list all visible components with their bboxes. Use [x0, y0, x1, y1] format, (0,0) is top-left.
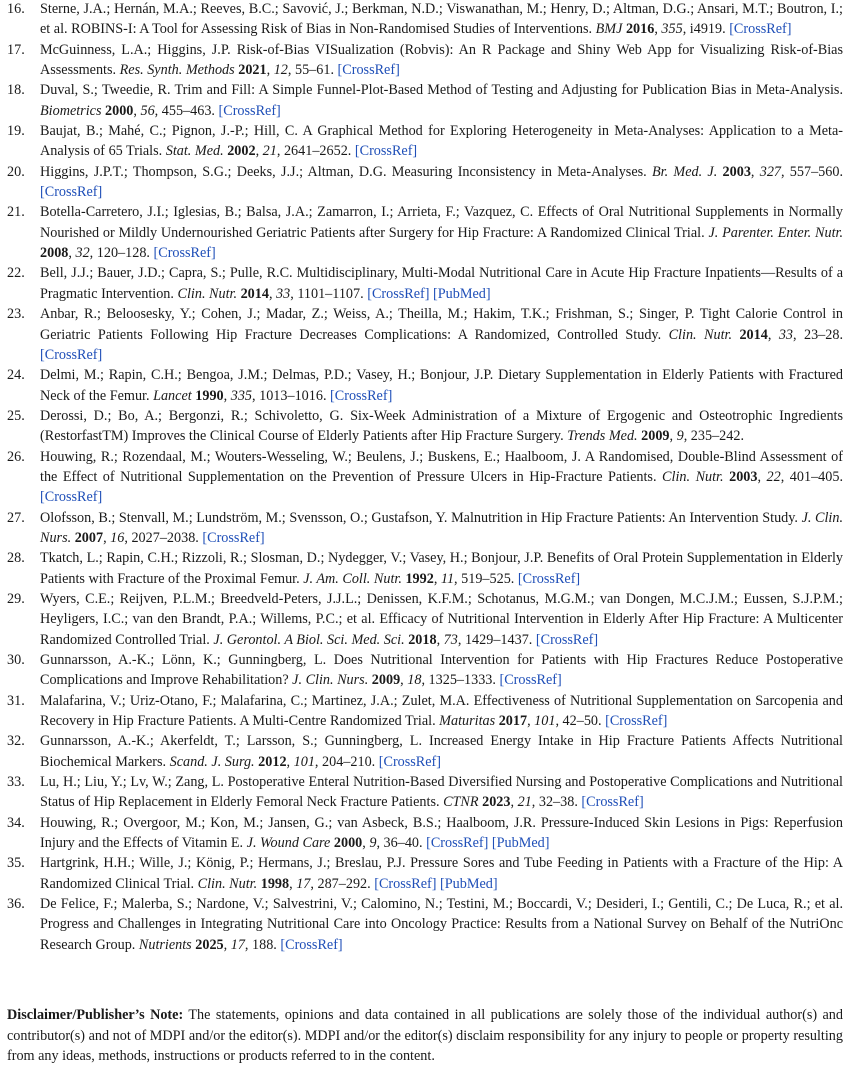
reference-pages: , 32–38.: [531, 794, 582, 811]
reference-volume: 335: [230, 387, 252, 404]
reference-authors-title: Botella-Carretero, J.I.; Iglesias, B.; Balsa, J.A.; Zamarron, I.; Arrieta, F.; Vazquez, C. Effects of Oral Nutritional Supplements in Normally Nourished or Mildly Undernourished Geriatric Patients after Surgery for Hip Fracture: A Randomized Clinical Trial.: [40, 204, 843, 241]
reference-item: [7, 304, 843, 365]
reference-authors-title: Olofsson, B.; Stenvall, M.; Lundström, M.; Svensson, O.; Gustafson, Y. Malnutrition in Hip Fracture Patients: An Intervention Study.: [40, 509, 802, 526]
reference-journal: J. Wound Care: [246, 835, 331, 852]
disclaimer-note: [7, 1005, 843, 1067]
crossref-link[interactable]: [CrossRef]: [374, 875, 437, 892]
pubmed-link[interactable]: [PubMed]: [440, 875, 498, 892]
reference-year: 2017: [498, 713, 528, 730]
reference-authors-title: Gunnarsson, A.-K.; Lönn, K.; Gunningberg, L. Does Nutritional Intervention for Patients with Hip Fractures Reduce Postoperative Complications and Improve Rehabilitation?: [40, 652, 843, 689]
reference-text: Higgins, J.P.T.; Thompson, S.G.; Deeks, J.J.; Altman, D.G. Measuring Inconsistency in Meta-Analyses. Br. Med. J. 2003, 327, 557–560. [CrossRef]: [40, 163, 844, 201]
reference-year: 2021: [238, 62, 267, 79]
reference-text: Houwing, R.; Overgoor, M.; Kon, M.; Jansen, G.; van Asbeck, B.S.; Haalboom, J.R. Pressure-Induced Skin Lesions in Pigs: Reperfusion Injury and the Effects of Vitamin E. J. Wound Care 2000, 9, 36–40. [CrossRef] [PubMed]: [40, 814, 843, 852]
reference-number: 25.: [7, 407, 25, 424]
reference-text: Duval, S.; Tweedie, R. Trim and Fill: A Simple Funnel-Plot-Based Method of Testing and Adjusting for Publication Bias in Meta-Analysis. Biometrics 2000, 56, 455–463. [CrossRef]: [40, 82, 843, 119]
reference-volume: 101: [293, 753, 315, 770]
reference-volume: 32: [75, 245, 90, 262]
reference-number: 21.: [7, 204, 25, 221]
crossref-link[interactable]: [CrossRef]: [218, 102, 281, 119]
reference-number: 20.: [7, 163, 25, 180]
reference-year: 2012: [258, 753, 287, 770]
reference-year: 1992: [405, 570, 434, 587]
disclaimer-text: The statements, opinions and data contained in all publications are solely those of the individual author(s) and contributor(s) and not of MDPI and/or the editor(s). MDPI and/or the editor(s) disclaim responsibility for any injury to people or property resulting from any ideas, methods, instructions or products referred to in the content.: [7, 1007, 843, 1064]
reference-pages: , 287–292.: [310, 875, 375, 892]
reference-text: Botella-Carretero, J.I.; Iglesias, B.; Balsa, J.A.; Zamarron, I.; Arrieta, F.; Vazquez, C. Effects of Oral Nutritional Supplements in Normally Nourished or Mildly Undernourished Geriatric Patients after Surgery for Hip Fracture: A Randomized Clinical Trial. J. Parenter. Enter. Nutr. 2008, 32, 120–128. [CrossRef]: [40, 204, 844, 262]
reference-text: Olofsson, B.; Stenvall, M.; Lundström, M.; Svensson, O.; Gustafson, Y. Malnutrition in Hip Fracture Patients: An Intervention Study. J. Clin. Nurs. 2007, 16, 2027–2038. [CrossRef]: [40, 509, 843, 546]
reference-authors-title: Houwing, R.; Overgoor, M.; Kon, M.; Jansen, G.; van Asbeck, B.S.; Haalboom, J.R. Pressure-Induced Skin Lesions in Pigs: Reperfusion Injury and the Effects of Vitamin E.: [40, 814, 843, 852]
reference-authors-title: Malafarina, V.; Uriz-Otano, F.; Malafarina, C.; Martinez, J.A.; Zulet, M.A. Effectiveness of Nutritional Supplementation on Sarcopenia and Recovery in Hip Fracture Patients. A Multi-Centre Randomized Trial.: [40, 692, 843, 730]
crossref-link[interactable]: [CrossRef]: [581, 794, 644, 811]
reference-journal: J. Parenter. Enter. Nutr.: [708, 224, 844, 241]
reference-year: 2000: [105, 102, 134, 119]
reference-journal: Clin. Nutr.: [197, 875, 258, 892]
reference-item: [7, 508, 843, 549]
reference-volume: 327: [759, 163, 781, 180]
reference-authors-title: Higgins, J.P.T.; Thompson, S.G.; Deeks, J.J.; Altman, D.G. Measuring Inconsistency in Meta-Analyses.: [40, 163, 652, 180]
reference-authors-title: Anbar, R.; Beloosesky, Y.; Cohen, J.; Madar, Z.; Weiss, A.; Theilla, M.; Hakim, T.K.; Frishman, S.; Singer, P. Tight Calorie Control in Geriatric Patients Following Hip Fracture Decreases Complications: A Randomized, Controlled Study.: [40, 306, 843, 343]
reference-number: 34.: [7, 814, 25, 831]
crossref-link[interactable]: [CrossRef]: [40, 346, 103, 363]
crossref-link[interactable]: [CrossRef]: [40, 184, 103, 201]
reference-pages: , 557–560.: [781, 163, 844, 180]
reference-text: De Felice, F.; Malerba, S.; Nardone, V.; Salvestrini, V.; Calomino, N.; Testini, M.; Boccardi, V.; Desideri, I.; Gentili, C.; De Luca, R.; et al. Progress and Challenges in Integrating Nutritional Care into Oncology Practice: Results from a National Survey on Behalf of the NutriOnc Research Group. Nutrients 2025, 17, 188. [CrossRef]: [40, 896, 843, 953]
reference-volume: 73: [443, 631, 458, 648]
reference-text: Gunnarsson, A.-K.; Akerfeldt, T.; Larsson, S.; Gunningberg, L. Increased Energy Intake in Hip Fracture Patients Affects Nutritional Biochemical Markers. Scand. J. Surg. 2012, 101, 204–210. [CrossRef]: [40, 733, 843, 770]
reference-item: [7, 406, 843, 447]
reference-number: 35.: [7, 855, 25, 872]
reference-number: 28.: [7, 550, 25, 567]
reference-journal: J. Am. Coll. Nutr.: [303, 570, 402, 587]
reference-number: 22.: [7, 265, 25, 282]
reference-year: 2009: [371, 672, 401, 689]
reference-volume: 101: [534, 713, 556, 730]
reference-number: 17.: [7, 41, 25, 58]
reference-authors-title: Derossi, D.; Bo, A.; Bergonzi, R.; Schivoletto, G. Six-Week Administration of a Mixture of Ergogenic and Osteotrophic Ingredients (RestorfastTM) Improves the Clinical Course of Elderly Patients after Hip Fracture Surgery.: [40, 407, 843, 445]
crossref-link[interactable]: [CrossRef]: [202, 529, 265, 546]
crossref-link[interactable]: [CrossRef]: [499, 672, 562, 689]
reference-pages: , 36–40.: [376, 835, 427, 852]
reference-year: 2009: [641, 428, 670, 445]
reference-item: [7, 589, 843, 650]
reference-volume: 9: [369, 835, 377, 852]
reference-text: Sterne, J.A.; Hernán, M.A.; Reeves, B.C.; Savović, J.; Berkman, N.D.; Viswanathan, M.; Henry, D.; Altman, D.G.; Ansari, M.T.; Boutron, I.; et al. ROBINS-I: A Tool for Assessing Risk of Bias in Non-Randomised Studies of Interventions. BMJ 2016, 355, i4919. [CrossRef]: [40, 1, 843, 38]
reference-item: [7, 365, 843, 406]
reference-journal: Res. Synth. Methods: [119, 62, 235, 79]
reference-pages: , 120–128.: [89, 245, 154, 262]
reference-text: McGuinness, L.A.; Higgins, J.P. Risk-of-Bias VISualization (Robvis): An R Package and Shiny Web App for Visualizing Risk-of-Bias Assessments. Res. Synth. Methods 2021, 12, 55–61. [CrossRef]: [40, 41, 843, 79]
reference-text: Hartgrink, H.H.; Wille, J.; König, P.; Hermans, J.; Breslau, P.J. Pressure Sores and Tube Feeding in Patients with a Fracture of the Hip: A Randomized Clinical Trial. Clin. Nutr. 1998, 17, 287–292. [CrossRef] [PubMed]: [40, 855, 843, 892]
reference-text: Delmi, M.; Rapin, C.H.; Bengoa, J.M.; Delmas, P.D.; Vasey, H.; Bonjour, J.P. Dietary Supplementation in Elderly Patients with Fractured Neck of the Femur. Lancet 1990, 335, 1013–1016. [CrossRef]: [40, 367, 843, 404]
reference-journal: J. Clin. Nurs.: [40, 509, 843, 546]
reference-authors-title: Baujat, B.; Mahé, C.; Pignon, J.-P.; Hill, C. A Graphical Method for Exploring Heterogeneity in Meta-Analyses: Application to a Meta-Analysis of 65 Trials.: [40, 123, 843, 160]
reference-item: [7, 202, 843, 263]
reference-journal: Clin. Nutr.: [662, 468, 724, 485]
reference-journal: Trends Med.: [567, 428, 638, 445]
reference-volume: 9: [676, 428, 684, 445]
crossref-link[interactable]: [CrossRef]: [40, 489, 103, 506]
reference-journal: Clin. Nutr.: [668, 326, 733, 343]
reference-year: 2002: [227, 143, 256, 160]
reference-item: [7, 650, 843, 691]
reference-text: Tkatch, L.; Rapin, C.H.; Rizzoli, R.; Slosman, D.; Nydegger, V.; Vasey, H.; Bonjour, J.P. Benefits of Oral Protein Supplementation in Elderly Patients with Fracture of the Proximal Femur. J. Am. Coll. Nutr. 1992, 11, 519–525. [CrossRef]: [40, 550, 843, 587]
crossref-link[interactable]: [CrossRef]: [517, 570, 581, 587]
reference-authors-title: De Felice, F.; Malerba, S.; Nardone, V.; Salvestrini, V.; Calomino, N.; Testini, M.; Boccardi, V.; Desideri, I.; Gentili, C.; De Luca, R.; et al. Progress and Challenges in Integrating Nutritional Care into Oncology Practice: Results from a National Survey on Behalf of the NutriOnc Research Group.: [40, 896, 843, 953]
reference-number: 26.: [7, 448, 25, 465]
reference-number: 31.: [7, 692, 25, 709]
crossref-link[interactable]: [CrossRef]: [426, 835, 489, 852]
reference-year: 2008: [40, 245, 69, 262]
reference-list: [7, 0, 843, 955]
reference-authors-title: Bell, J.J.; Bauer, J.D.; Capra, S.; Pulle, R.C. Multidisciplinary, Multi-Modal Nutritional Care in Acute Hip Fracture Inpatients—Results of a Pragmatic Intervention.: [40, 265, 843, 302]
reference-text: Malafarina, V.; Uriz-Otano, F.; Malafarina, C.; Martinez, J.A.; Zulet, M.A. Effectiveness of Nutritional Supplementation on Sarcopenia and Recovery in Hip Fracture Patients. A Multi-Centre Randomized Trial. Maturitas 2017, 101, 42–50. [CrossRef]: [40, 692, 843, 730]
reference-authors-title: Wyers, C.E.; Reijven, P.L.M.; Breedveld-Peters, J.J.L.; Denissen, K.F.M.; Schotanus, M.G.M.; van Dongen, M.C.J.M.; Eussen, S.J.P.M.; Heyligers, I.C.; van den Brandt, P.A.; Willems, P.C.; et al. Efficacy of Nutritional Intervention in Elderly After Hip Fracture: A Multicenter Randomized Controlled Trial.: [40, 590, 843, 648]
crossref-link[interactable]: [CrossRef]: [330, 387, 393, 404]
reference-year: 2007: [74, 529, 104, 546]
reference-journal: J. Gerontol. A Biol. Sci. Med. Sci.: [213, 631, 405, 648]
reference-journal: Biometrics: [40, 102, 102, 119]
reference-journal: Maturitas: [439, 713, 496, 730]
reference-authors-title: Lu, H.; Liu, Y.; Lv, W.; Zang, L. Postoperative Enteral Nutrition-Based Diversified Nursing and Postoperative Complications and Nutritional Status of Hip Replacement in Elderly Femoral Neck Fracture Patients.: [40, 774, 843, 811]
crossref-link[interactable]: [CrossRef]: [367, 285, 430, 302]
crossref-link[interactable]: [CrossRef]: [605, 713, 668, 730]
reference-pages: , 1325–1333.: [421, 672, 500, 689]
reference-pages: , 455–463.: [154, 102, 219, 119]
reference-number: 29.: [7, 590, 25, 607]
reference-item: [7, 894, 843, 955]
reference-item: [7, 691, 843, 732]
reference-authors-title: Duval, S.; Tweedie, R. Trim and Fill: A Simple Funnel-Plot-Based Method of Testing and Adjusting for Publication Bias in Meta-Analysis.: [40, 82, 843, 99]
reference-year: 2000: [333, 835, 363, 852]
reference-journal: Lancet: [153, 387, 192, 404]
crossref-link[interactable]: [CrossRef]: [729, 21, 792, 38]
crossref-link[interactable]: [CrossRef]: [354, 143, 418, 160]
reference-text: Houwing, R.; Rozendaal, M.; Wouters-Wesseling, W.; Beulens, J.; Buskens, E.; Haalboom, J. A Randomised, Double-Blind Assessment of the Effect of Nutritional Supplementation on the Prevention of Pressure Ulcers in Hip-Fracture Patients. Clin. Nutr. 2003, 22, 401–405. [CrossRef]: [40, 448, 844, 506]
reference-number: 19.: [7, 123, 25, 140]
reference-year: 2003: [722, 163, 751, 180]
reference-volume: 33: [778, 326, 793, 343]
reference-journal: CTNR: [443, 794, 479, 811]
reference-number: 33.: [7, 774, 25, 791]
reference-year: 2025: [195, 936, 224, 953]
reference-authors-title: Houwing, R.; Rozendaal, M.; Wouters-Wesseling, W.; Beulens, J.; Buskens, E.; Haalboom, J. A Randomised, Double-Blind Assessment of the Effect of Nutritional Supplementation on the Prevention of Pressure Ulcers in Hip-Fracture Patients.: [40, 448, 843, 485]
reference-pages: , i4919.: [682, 21, 730, 38]
reference-authors-title: Delmi, M.; Rapin, C.H.; Bengoa, J.M.; Delmas, P.D.; Vasey, H.; Bonjour, J.P. Dietary Supplementation in Elderly Patients with Fractured Neck of the Femur.: [40, 367, 843, 404]
reference-authors-title: McGuinness, L.A.; Higgins, J.P. Risk-of-Bias VISualization (Robvis): An R Package and Shiny Web App for Visualizing Risk-of-Bias Assessments.: [40, 41, 843, 79]
reference-volume: 11: [440, 570, 455, 587]
reference-pages: , 204–210.: [314, 753, 379, 770]
reference-journal: Clin. Nutr.: [177, 285, 238, 302]
reference-authors-title: Hartgrink, H.H.; Wille, J.; König, P.; Hermans, J.; Breslau, P.J. Pressure Sores and Tube Feeding in Patients with a Fracture of the Hip: A Randomized Clinical Trial.: [40, 855, 843, 892]
reference-journal: Nutrients: [138, 936, 192, 953]
disclaimer-label: Disclaimer/Publisher’s Note:: [7, 1007, 184, 1023]
reference-item: [7, 40, 843, 81]
reference-pages: , 235–242.: [683, 428, 744, 445]
reference-pages: , 2641–2652.: [276, 143, 355, 160]
reference-item: [7, 80, 843, 121]
reference-item: [7, 853, 843, 894]
reference-number: 23.: [7, 306, 25, 323]
reference-number: 32.: [7, 733, 25, 750]
reference-item: [7, 162, 843, 203]
reference-item: [7, 121, 843, 162]
reference-text: Baujat, B.; Mahé, C.; Pignon, J.-P.; Hill, C. A Graphical Method for Exploring Heterogeneity in Meta-Analyses: Application to a Meta-Analysis of 65 Trials. Stat. Med. 2002, 21, 2641–2652. [CrossRef]: [40, 123, 843, 160]
reference-number: 36.: [7, 896, 25, 913]
reference-volume: 17: [230, 936, 245, 953]
reference-item: [7, 0, 843, 40]
reference-year: 1990: [195, 387, 224, 404]
reference-item: [7, 263, 843, 304]
reference-text: Bell, J.J.; Bauer, J.D.; Capra, S.; Pulle, R.C. Multidisciplinary, Multi-Modal Nutritional Care in Acute Hip Fracture Inpatients—Results of a Pragmatic Intervention. Clin. Nutr. 2014, 33, 1101–1107. [CrossRef] [PubMed]: [40, 265, 843, 302]
reference-item: [7, 548, 843, 589]
reference-authors-title: Tkatch, L.; Rapin, C.H.; Rizzoli, R.; Slosman, D.; Nydegger, V.; Vasey, H.; Bonjour, J.P. Benefits of Oral Protein Supplementation in Elderly Patients with Fracture of the Proximal Femur.: [40, 550, 843, 587]
reference-year: 2018: [408, 631, 437, 648]
reference-authors-title: Sterne, J.A.; Hernán, M.A.; Reeves, B.C.; Savović, J.; Berkman, N.D.; Viswanathan, M.; Henry, D.; Altman, D.G.; Ansari, M.T.; Boutron, I.; et al. ROBINS-I: A Tool for Assessing Risk of Bias in Non-Randomised Studies of Interventions.: [40, 1, 843, 38]
reference-text: Wyers, C.E.; Reijven, P.L.M.; Breedveld-Peters, J.J.L.; Denissen, K.F.M.; Schotanus, M.G.M.; van Dongen, M.C.J.M.; Eussen, S.J.P.M.; Heyligers, I.C.; van den Brandt, P.A.; Willems, P.C.; et al. Efficacy of Nutritional Intervention in Elderly After Hip Fracture: A Multicenter Randomized Controlled Trial. J. Gerontol. A Biol. Sci. Med. Sci. 2018, 73, 1429–1437. [CrossRef]: [40, 590, 843, 648]
reference-number: 18.: [7, 82, 25, 99]
reference-year: 2014: [739, 326, 768, 343]
reference-text: Lu, H.; Liu, Y.; Lv, W.; Zang, L. Postoperative Enteral Nutrition-Based Diversified Nursing and Postoperative Complications and Nutritional Status of Hip Replacement in Elderly Femoral Neck Fracture Patients. CTNR 2023, 21, 32–38. [CrossRef]: [40, 774, 843, 811]
reference-pages: , 188.: [244, 936, 281, 953]
reference-year: 2023: [482, 794, 511, 811]
reference-pages: , 42–50.: [555, 713, 606, 730]
reference-number: 24.: [7, 367, 25, 384]
reference-text: Anbar, R.; Beloosesky, Y.; Cohen, J.; Madar, Z.; Weiss, A.; Theilla, M.; Hakim, T.K.; Frishman, S.; Singer, P. Tight Calorie Control in Geriatric Patients Following Hip Fracture Decreases Complications: A Randomized, Controlled Study. Clin. Nutr. 2014, 33, 23–28. [CrossRef]: [40, 306, 843, 363]
reference-pages: , 2027–2038.: [124, 529, 203, 546]
crossref-link[interactable]: [CrossRef]: [337, 62, 400, 79]
pubmed-link[interactable]: [PubMed]: [491, 835, 550, 852]
reference-number: 30.: [7, 652, 25, 668]
reference-journal: Stat. Med.: [165, 143, 224, 160]
reference-year: 2003: [729, 468, 758, 485]
reference-journal: BMJ: [595, 21, 623, 38]
reference-pages: , 401–405.: [780, 468, 844, 485]
reference-pages: , 23–28.: [793, 326, 843, 343]
reference-authors-title: Gunnarsson, A.-K.; Akerfeldt, T.; Larsson, S.; Gunningberg, L. Increased Energy Intake in Hip Fracture Patients Affects Nutritional Biochemical Markers.: [40, 733, 843, 770]
reference-volume: 17: [296, 875, 311, 892]
reference-volume: 22: [766, 468, 781, 485]
reference-pages: , 1101–1107.: [290, 285, 368, 302]
crossref-link[interactable]: [CrossRef]: [280, 936, 343, 953]
crossref-link[interactable]: [CrossRef]: [153, 245, 216, 262]
reference-year: 2016: [625, 21, 655, 38]
pubmed-link[interactable]: [PubMed]: [433, 285, 491, 302]
reference-volume: 21: [517, 794, 532, 811]
reference-volume: 12: [273, 62, 288, 79]
reference-year: 1998: [260, 875, 290, 892]
reference-number: 27.: [7, 509, 25, 526]
reference-pages: , 1429–1437.: [457, 631, 536, 648]
reference-volume: 16: [110, 529, 125, 546]
reference-text: Gunnarsson, A.-K.; Lönn, K.; Gunningberg, L. Does Nutritional Intervention for Patients with Hip Fractures Reduce Postoperative Complications and Improve Rehabilitation? J. Clin. Nurs. 2009, 18, 1325–1333. [CrossRef]: [40, 652, 843, 689]
reference-pages: , 519–525.: [454, 570, 518, 587]
reference-journal: Scand. J. Surg.: [169, 753, 255, 770]
reference-pages: , 1013–1016.: [252, 387, 331, 404]
reference-journal: J. Clin. Nurs.: [292, 672, 369, 689]
reference-volume: 355: [661, 21, 683, 38]
reference-item: [7, 447, 843, 508]
reference-text: Derossi, D.; Bo, A.; Bergonzi, R.; Schivoletto, G. Six-Week Administration of a Mixture of Ergogenic and Osteotrophic Ingredients (RestorfastTM) Improves the Clinical Course of Elderly Patients after Hip Fracture Surgery. Trends Med. 2009, 9, 235–242.: [40, 407, 843, 445]
reference-volume: 18: [407, 672, 422, 689]
reference-year: 2014: [240, 285, 269, 302]
reference-number: 16.: [7, 1, 25, 17]
reference-item: [7, 772, 843, 813]
reference-item: [7, 813, 843, 854]
crossref-link[interactable]: [CrossRef]: [535, 631, 599, 648]
reference-volume: 33: [276, 285, 291, 302]
reference-volume: 21: [262, 143, 277, 160]
reference-journal: Br. Med. J.: [651, 163, 718, 180]
crossref-link[interactable]: [CrossRef]: [378, 753, 442, 770]
reference-pages: , 55–61.: [287, 62, 338, 79]
reference-item: [7, 731, 843, 772]
reference-volume: 56: [140, 102, 155, 119]
